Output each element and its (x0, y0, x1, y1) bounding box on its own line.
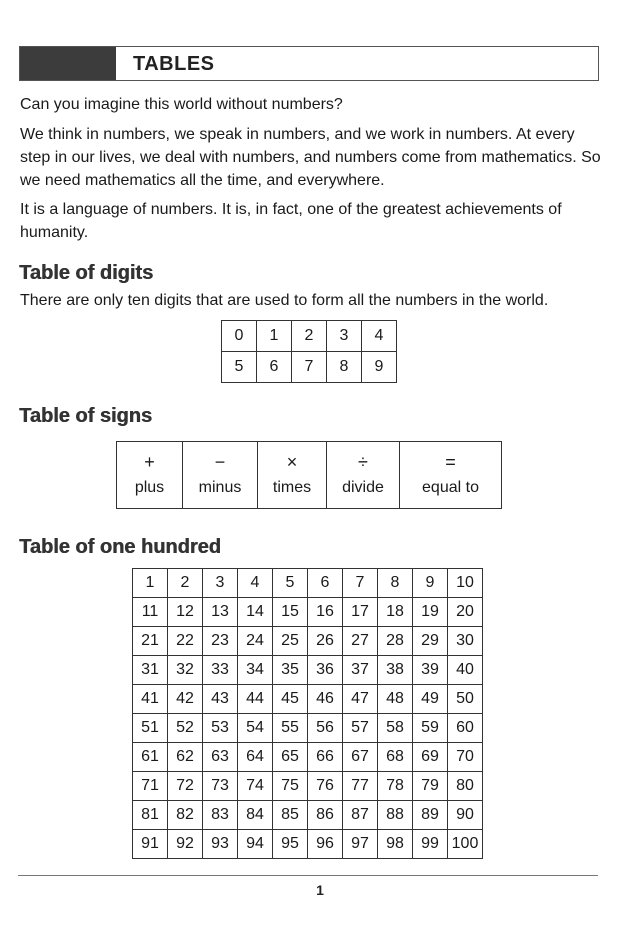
number-cell: 95 (273, 830, 308, 859)
number-cell: 89 (413, 801, 448, 830)
intro-paragraph-1: Can you imagine this world without numbers? (20, 96, 343, 113)
number-cell: 27 (343, 627, 378, 656)
digits-heading: Table of digits (19, 262, 154, 284)
sign-cell (400, 442, 502, 509)
hundred-table (132, 568, 483, 859)
number-cell: 88 (378, 801, 413, 830)
number-cell: 41 (133, 685, 168, 714)
page-number: 1 (316, 882, 324, 898)
number-cell: 67 (343, 743, 378, 772)
signs-table (116, 441, 502, 509)
number-cell: 6 (308, 569, 343, 598)
number-cell: 51 (133, 714, 168, 743)
number-cell: 82 (168, 801, 203, 830)
number-cell: 32 (168, 656, 203, 685)
sign-cell (327, 442, 400, 509)
number-cell: 81 (133, 801, 168, 830)
sign-symbol: = (445, 452, 456, 472)
digit-cell: 6 (257, 352, 292, 383)
number-cell: 75 (273, 772, 308, 801)
number-cell: 94 (238, 830, 273, 859)
intro-paragraph-3: It is a language of numbers. It is, in fact, one of the greatest achievements of humanity. (20, 201, 562, 241)
sign-cell (183, 442, 258, 509)
number-cell: 31 (133, 656, 168, 685)
digit-cell: 4 (362, 321, 397, 352)
number-cell: 90 (448, 801, 483, 830)
sign-symbol: − (214, 452, 226, 472)
number-cell: 99 (413, 830, 448, 859)
number-cell: 29 (413, 627, 448, 656)
number-cell: 30 (448, 627, 483, 656)
number-cell: 83 (203, 801, 238, 830)
number-cell: 96 (308, 830, 343, 859)
number-cell: 2 (168, 569, 203, 598)
digit-cell: 7 (292, 352, 327, 383)
number-cell: 18 (378, 598, 413, 627)
number-cell: 22 (168, 627, 203, 656)
number-cell: 42 (168, 685, 203, 714)
number-cell: 70 (448, 743, 483, 772)
number-cell: 44 (238, 685, 273, 714)
sign-name: divide (342, 479, 384, 496)
sign-cell (117, 442, 183, 509)
number-cell: 38 (378, 656, 413, 685)
number-cell: 21 (133, 627, 168, 656)
number-cell: 91 (133, 830, 168, 859)
digits-table (221, 320, 397, 383)
number-cell: 14 (238, 598, 273, 627)
hundred-heading: Table of one hundred (19, 536, 221, 558)
number-cell: 61 (133, 743, 168, 772)
number-cell: 58 (378, 714, 413, 743)
number-cell: 23 (203, 627, 238, 656)
number-cell: 24 (238, 627, 273, 656)
number-cell: 40 (448, 656, 483, 685)
number-cell: 85 (273, 801, 308, 830)
number-cell: 25 (273, 627, 308, 656)
number-cell: 79 (413, 772, 448, 801)
number-cell: 72 (168, 772, 203, 801)
sign-symbol: × (286, 452, 298, 472)
number-cell: 15 (273, 598, 308, 627)
digit-cell: 8 (327, 352, 362, 383)
intro-paragraph-2: We think in numbers, we speak in numbers, and we work in numbers. At every step in our lives, we deal with numbers, and numbers come from mathematics. So we need mathematics all the time, and everywhere. (20, 126, 601, 189)
number-cell: 66 (308, 743, 343, 772)
number-cell: 60 (448, 714, 483, 743)
number-cell: 11 (133, 598, 168, 627)
number-cell: 50 (448, 685, 483, 714)
number-cell: 92 (168, 830, 203, 859)
number-cell: 13 (203, 598, 238, 627)
number-cell: 52 (168, 714, 203, 743)
number-cell: 56 (308, 714, 343, 743)
number-cell: 100 (448, 830, 483, 859)
digit-cell: 2 (292, 321, 327, 352)
number-cell: 19 (413, 598, 448, 627)
number-cell: 54 (238, 714, 273, 743)
number-cell: 35 (273, 656, 308, 685)
number-cell: 71 (133, 772, 168, 801)
number-cell: 62 (168, 743, 203, 772)
number-cell: 74 (238, 772, 273, 801)
digit-cell: 5 (222, 352, 257, 383)
footer-divider (18, 875, 598, 876)
number-cell: 63 (203, 743, 238, 772)
digit-cell: 1 (257, 321, 292, 352)
number-cell: 43 (203, 685, 238, 714)
number-cell: 78 (378, 772, 413, 801)
number-cell: 5 (273, 569, 308, 598)
number-cell: 16 (308, 598, 343, 627)
number-cell: 26 (308, 627, 343, 656)
digit-cell: 9 (362, 352, 397, 383)
hundred-row (133, 772, 483, 801)
number-cell: 7 (343, 569, 378, 598)
number-cell: 20 (448, 598, 483, 627)
number-cell: 84 (238, 801, 273, 830)
number-cell: 9 (413, 569, 448, 598)
hundred-row (133, 801, 483, 830)
number-cell: 55 (273, 714, 308, 743)
number-cell: 69 (413, 743, 448, 772)
digit-cell: 0 (222, 321, 257, 352)
page-title: TABLES (133, 53, 215, 75)
number-cell: 86 (308, 801, 343, 830)
number-cell: 48 (378, 685, 413, 714)
digit-cell: 3 (327, 321, 362, 352)
number-cell: 64 (238, 743, 273, 772)
signs-heading: Table of signs (19, 405, 152, 427)
number-cell: 65 (273, 743, 308, 772)
hundred-row (133, 598, 483, 627)
digits-row (222, 352, 397, 383)
number-cell: 28 (378, 627, 413, 656)
number-cell: 53 (203, 714, 238, 743)
number-cell: 97 (343, 830, 378, 859)
hundred-row (133, 714, 483, 743)
section-title-bar (19, 46, 599, 81)
number-cell: 4 (238, 569, 273, 598)
number-cell: 37 (343, 656, 378, 685)
number-cell: 46 (308, 685, 343, 714)
number-cell: 39 (413, 656, 448, 685)
number-cell: 45 (273, 685, 308, 714)
number-cell: 59 (413, 714, 448, 743)
sign-name: plus (134, 479, 165, 496)
number-cell: 1 (133, 569, 168, 598)
number-cell: 73 (203, 772, 238, 801)
number-cell: 33 (203, 656, 238, 685)
title-accent-block (20, 47, 116, 80)
sign-symbol: ÷ (358, 452, 368, 472)
sign-name: equal to (422, 479, 479, 496)
number-cell: 17 (343, 598, 378, 627)
number-cell: 57 (343, 714, 378, 743)
sign-name: minus (198, 479, 242, 496)
hundred-row (133, 685, 483, 714)
number-cell: 3 (203, 569, 238, 598)
number-cell: 12 (168, 598, 203, 627)
number-cell: 98 (378, 830, 413, 859)
sign-name: times (272, 479, 312, 496)
number-cell: 8 (378, 569, 413, 598)
sign-symbol: + (144, 452, 155, 472)
hundred-row (133, 656, 483, 685)
number-cell: 76 (308, 772, 343, 801)
digits-row (222, 321, 397, 352)
number-cell: 34 (238, 656, 273, 685)
number-cell: 10 (448, 569, 483, 598)
number-cell: 68 (378, 743, 413, 772)
sign-cell (258, 442, 327, 509)
number-cell: 87 (343, 801, 378, 830)
digits-description: There are only ten digits that are used to form all the numbers in the world. (20, 292, 549, 309)
hundred-row (133, 627, 483, 656)
number-cell: 80 (448, 772, 483, 801)
hundred-row (133, 830, 483, 859)
number-cell: 49 (413, 685, 448, 714)
hundred-row (133, 743, 483, 772)
hundred-row (133, 569, 483, 598)
number-cell: 36 (308, 656, 343, 685)
number-cell: 93 (203, 830, 238, 859)
number-cell: 77 (343, 772, 378, 801)
number-cell: 47 (343, 685, 378, 714)
